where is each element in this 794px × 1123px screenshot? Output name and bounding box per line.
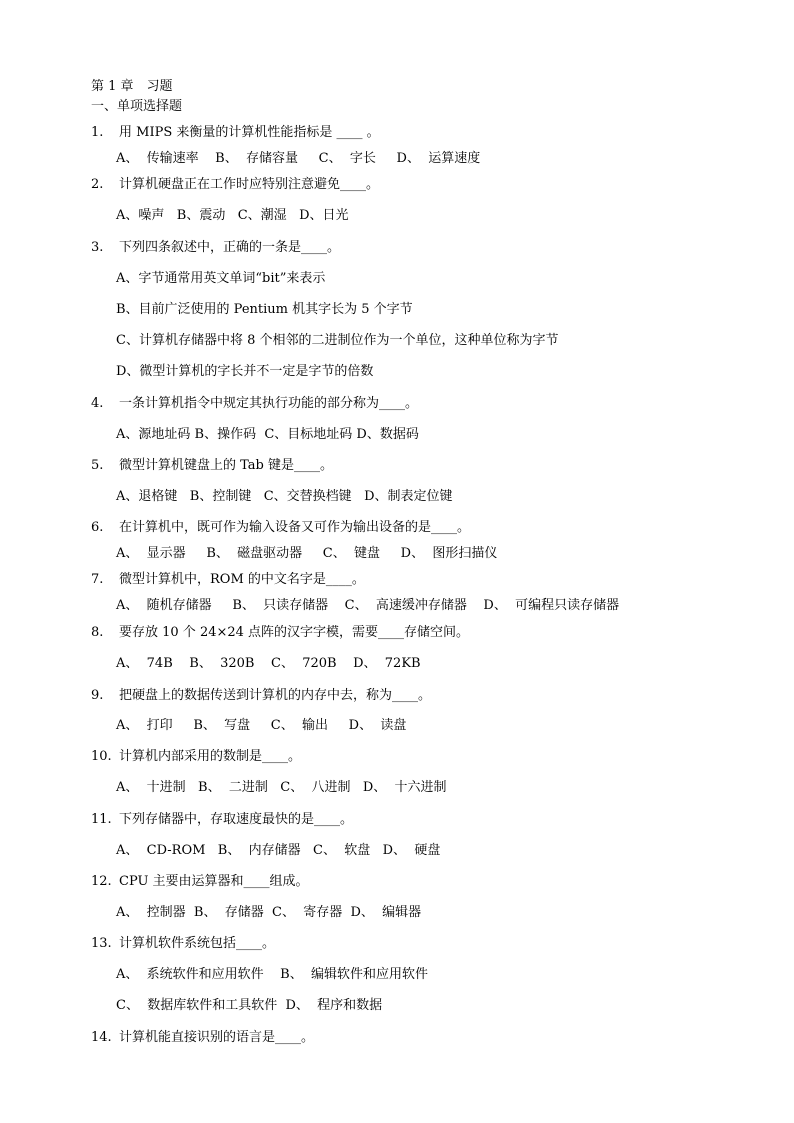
question-number: 8. xyxy=(91,625,104,640)
chapter-title: 第 1 章 习题 xyxy=(91,79,173,94)
question-text: 下列存储器中，存取速度最快的是____。 xyxy=(119,812,354,827)
question-text: 要存放 10 个 24×24 点阵的汉字字模，需要____存储空间。 xyxy=(119,625,470,640)
question-options: A、 控制器 B、 存储器 C、 寄存器 D、 编辑器 xyxy=(116,905,422,920)
question-text: 用 MIPS 来衡量的计算机性能指标是 ____ 。 xyxy=(119,125,380,140)
question-options: A、源地址码 B、操作码 C、目标地址码 D、数据码 xyxy=(116,427,419,442)
question-number: 3. xyxy=(91,240,104,255)
question-options: A、 随机存储器 B、 只读存储器 C、 高速缓冲存储器 D、 可编程只读存储器 xyxy=(116,598,620,613)
question-text: 把硬盘上的数据传送到计算机的内存中去，称为____。 xyxy=(119,688,432,703)
question-text: 微型计算机中，ROM 的中文名字是____。 xyxy=(119,572,365,587)
question-number: 1. xyxy=(91,125,104,140)
question-number: 9. xyxy=(91,688,104,703)
question-options: A、 传输速率 B、 存储容量 C、 字长 D、 运算速度 xyxy=(116,151,481,166)
question-text: 在计算机中，既可作为输入设备又可作为输出设备的是____。 xyxy=(119,520,471,535)
question-text: 微型计算机键盘上的 Tab 键是____。 xyxy=(119,458,333,473)
question-text: 下列四条叙述中，正确的一条是____。 xyxy=(119,240,341,255)
question-number: 5. xyxy=(91,458,104,473)
question-number: 12. xyxy=(91,874,112,889)
question-number: 7. xyxy=(91,572,104,587)
question-options: A、 显示器 B、 磁盘驱动器 C、 键盘 D、 图形扫描仪 xyxy=(116,546,498,561)
question-option: C、计算机存储器中将 8 个相邻的二进制位作为一个单位，这种单位称为字节 xyxy=(116,333,559,348)
question-text: 计算机软件系统包括____。 xyxy=(119,936,276,951)
question-text: 计算机能直接识别的语言是____。 xyxy=(119,1030,315,1045)
question-option: A、字节通常用英文单词“bit”来表示 xyxy=(116,271,326,286)
question-option: B、目前广泛使用的 Pentium 机其字长为 5 个字节 xyxy=(116,302,413,317)
question-options: A、 74B B、 320B C、 720B D、 72KB xyxy=(116,656,421,671)
question-options: A、退格键 B、控制键 C、交替换档键 D、制表定位键 xyxy=(116,489,453,504)
question-number: 4. xyxy=(91,396,104,411)
question-text: 计算机内部采用的数制是____。 xyxy=(119,749,302,764)
question-options: A、 CD-ROM B、 内存储器 C、 软盘 D、 硬盘 xyxy=(116,843,441,858)
question-text: 一条计算机指令中规定其执行功能的部分称为____。 xyxy=(119,396,419,411)
question-number: 11. xyxy=(91,812,112,827)
question-number: 10. xyxy=(91,749,112,764)
question-text: CPU 主要由运算器和____组成。 xyxy=(119,874,309,889)
question-number: 2. xyxy=(91,177,104,192)
question-option: D、微型计算机的字长并不一定是字节的倍数 xyxy=(116,364,374,379)
question-option: A、 系统软件和应用软件 B、 编辑软件和应用软件 xyxy=(116,967,429,982)
question-options: A、 十进制 B、 二进制 C、 八进制 D、 十六进制 xyxy=(116,780,447,795)
question-options: A、 打印 B、 写盘 C、 输出 D、 读盘 xyxy=(116,718,407,733)
section-title: 一、单项选择题 xyxy=(91,99,183,114)
question-number: 6. xyxy=(91,520,104,535)
question-text: 计算机硬盘正在工作时应特别注意避免____。 xyxy=(119,177,380,192)
question-number: 14. xyxy=(91,1030,112,1045)
question-number: 13. xyxy=(91,936,112,951)
question-option: C、 数据库软件和工具软件 D、 程序和数据 xyxy=(116,998,383,1013)
question-options: A、噪声 B、震动 C、潮湿 D、日光 xyxy=(116,208,349,223)
